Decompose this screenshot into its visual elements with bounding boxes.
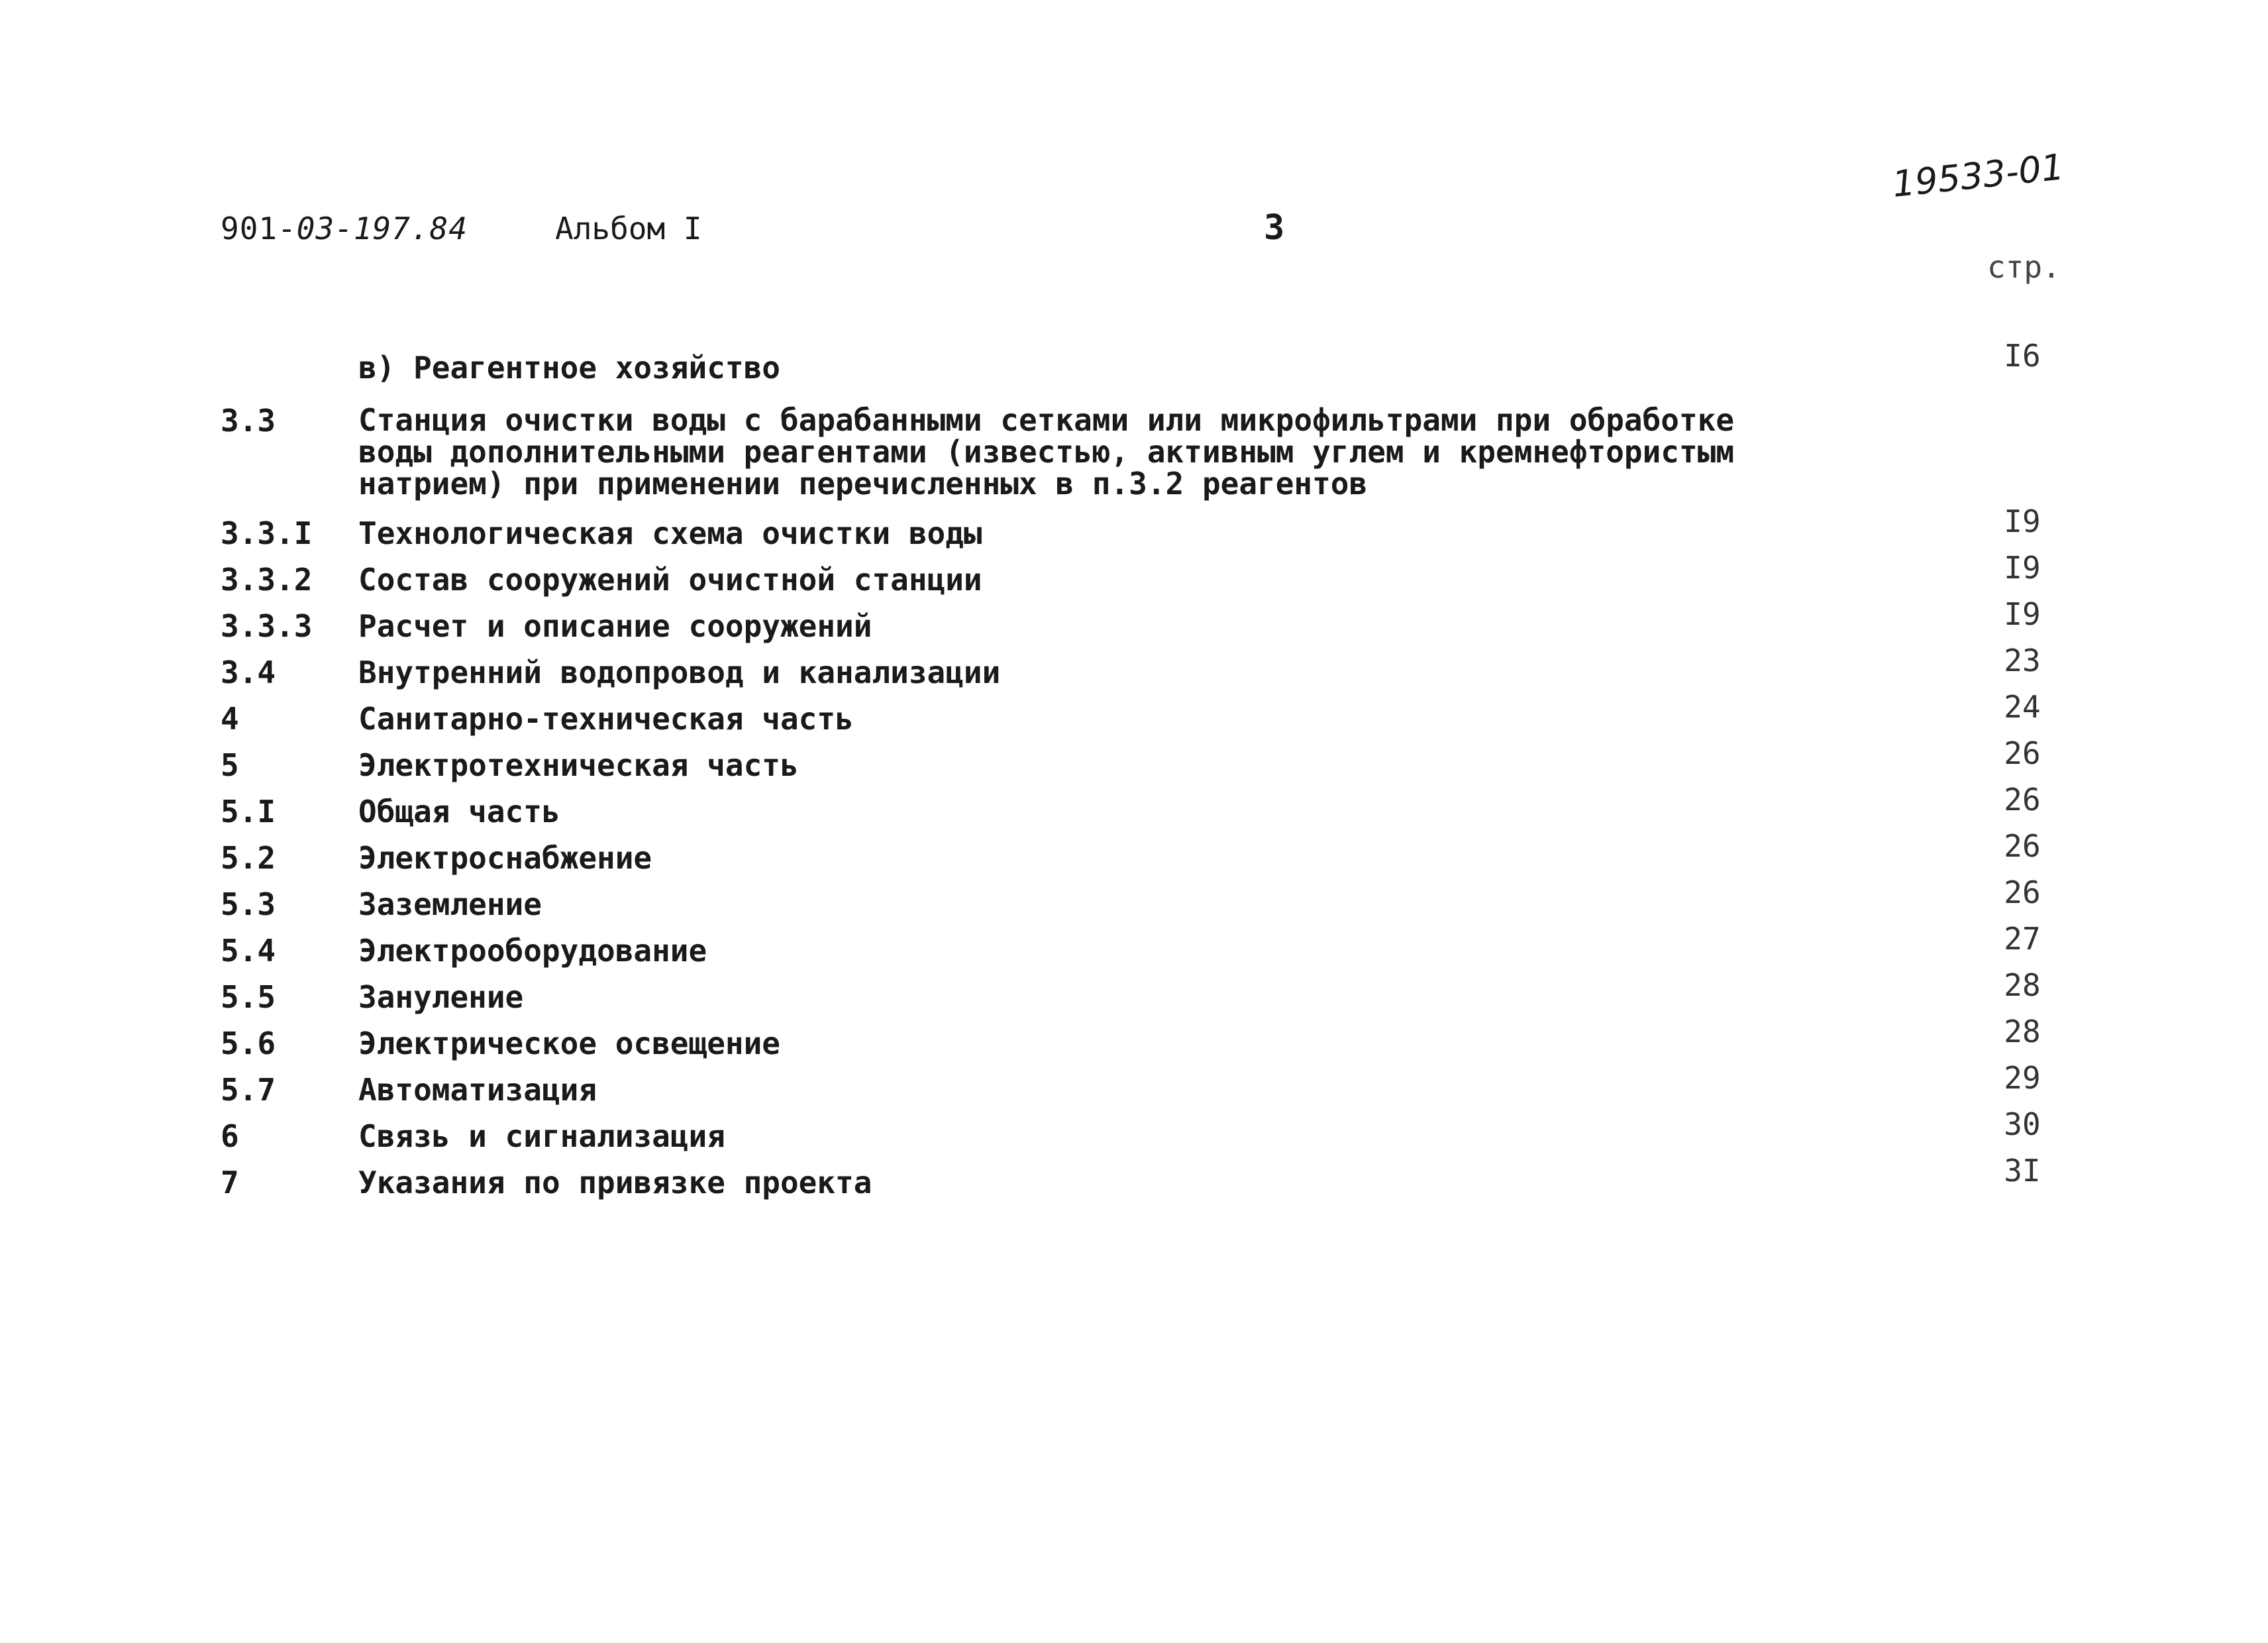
page-column-label: стр. xyxy=(1987,249,2061,285)
toc-page: I9 xyxy=(2004,596,2041,632)
toc-number: 3.3 xyxy=(221,403,276,439)
album-label: Альбом I xyxy=(555,211,702,246)
toc-title: Электрооборудование xyxy=(358,933,707,969)
toc-title: Связь и сигнализация xyxy=(358,1118,725,1154)
toc-title: Автоматизация xyxy=(358,1072,597,1108)
toc-page: 29 xyxy=(2004,1060,2041,1096)
toc-page: 26 xyxy=(2004,874,2041,910)
toc-number: 4 xyxy=(221,701,239,737)
toc-title: Зануление xyxy=(358,979,524,1015)
toc-page: 28 xyxy=(2004,967,2041,1003)
toc-title: Электротехническая часть xyxy=(358,747,799,783)
toc-number: 5.4 xyxy=(221,933,276,969)
toc-number: 5 xyxy=(221,747,239,783)
archive-number-handwritten: 19533-01 xyxy=(1890,146,2066,205)
toc-page: I9 xyxy=(2004,550,2041,586)
toc-number: 3.4 xyxy=(221,655,276,690)
toc-number: 5.6 xyxy=(221,1026,276,1061)
toc-title: Электроснабжение xyxy=(358,840,652,876)
toc-number: 5.I xyxy=(221,794,276,829)
toc-title: Внутренний водопровод и канализации xyxy=(358,655,1001,690)
toc-number: 3.3.I xyxy=(221,515,313,551)
toc-page: 26 xyxy=(2004,735,2041,771)
toc-title: в) Реагентное хозяйство xyxy=(358,350,780,386)
toc-page: 27 xyxy=(2004,921,2041,957)
toc-page: I6 xyxy=(2004,338,2041,374)
toc-number: 7 xyxy=(221,1165,239,1200)
document-code-handwritten: 03-197.84 xyxy=(296,211,468,246)
toc-page: 30 xyxy=(2004,1106,2041,1142)
toc-title: Санитарно-техническая часть xyxy=(358,701,854,737)
toc-number: 5.2 xyxy=(221,840,276,876)
toc-number: 5.3 xyxy=(221,886,276,922)
toc-page: 24 xyxy=(2004,689,2041,725)
toc-title: Электрическое освещение xyxy=(358,1026,780,1061)
toc-page: 26 xyxy=(2004,828,2041,864)
toc-number: 6 xyxy=(221,1118,239,1154)
toc-page: 3I xyxy=(2004,1153,2041,1189)
toc-title: Станция очистки воды с барабанными сетками или микрофильтрами при обработке воды дополнительными реагентами (известью, активным углем и кремнефтористым натрием) при применении перечисленных в п.3.2 реагентов xyxy=(358,402,1735,502)
toc-number: 3.3.2 xyxy=(221,562,313,598)
toc-number: 5.5 xyxy=(221,979,276,1015)
toc-title: Указания по привязке проекта xyxy=(358,1165,872,1200)
toc-title: Технологическая схема очистки воды xyxy=(358,515,982,551)
document-code-printed: 901- xyxy=(221,211,297,246)
toc-page: 26 xyxy=(2004,782,2041,818)
toc-page: 28 xyxy=(2004,1014,2041,1049)
document-code xyxy=(221,213,468,244)
toc-title: Расчет и описание сооружений xyxy=(358,608,872,644)
toc-title: Общая часть xyxy=(358,794,560,829)
toc-page: I9 xyxy=(2004,504,2041,539)
toc-title: Заземление xyxy=(358,886,542,922)
toc-page: 23 xyxy=(2004,643,2041,678)
toc-number: 3.3.3 xyxy=(221,608,313,644)
toc-number: 5.7 xyxy=(221,1072,276,1108)
toc-title: Состав сооружений очистной станции xyxy=(358,562,982,598)
page-number: 3 xyxy=(1264,208,1285,248)
